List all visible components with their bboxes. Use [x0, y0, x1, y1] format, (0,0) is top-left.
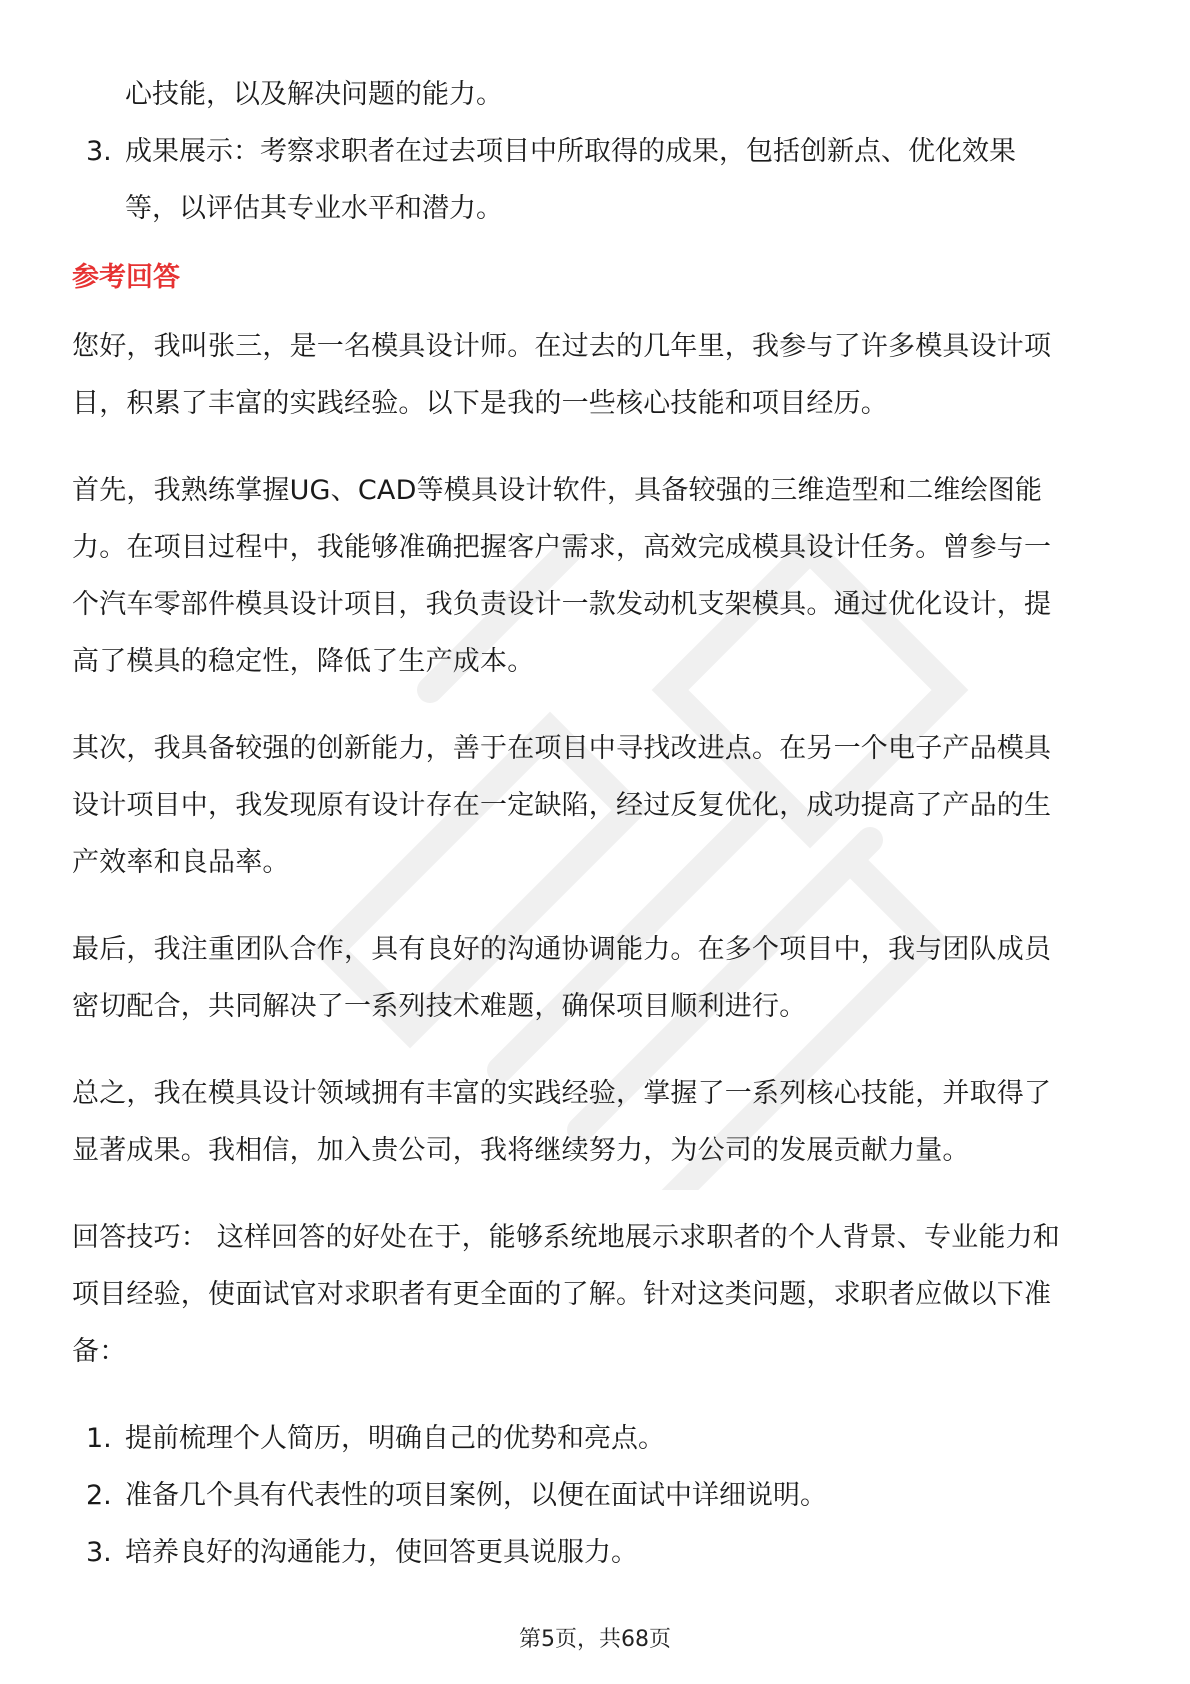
paragraph-2 — [72, 462, 1122, 690]
paragraph-line: 密切配合，共同解决了一系列技术难题，确保项目顺利进行。 — [72, 991, 807, 1022]
list-item-text: 培养良好的沟通能力，使回答更具说服力。 — [125, 1537, 638, 1568]
list-number: 2. — [86, 1480, 112, 1511]
paragraph-line: 产效率和良品率。 — [72, 847, 290, 878]
paragraph-6 — [72, 1209, 1122, 1380]
list-item-text: 成果展示：考察求职者在过去项目中所取得的成果，包括创新点、优化效果 — [125, 136, 1016, 167]
page-footer: 第5页，共68页 — [519, 1627, 671, 1652]
list-item-text: 准备几个具有代表性的项目案例，以便在面试中详细说明。 — [125, 1480, 827, 1511]
paragraph-1 — [72, 318, 1122, 432]
paragraph-line: 其次，我具备较强的创新能力，善于在项目中寻找改进点。在另一个电子产品模具 — [72, 733, 1052, 764]
list-number: 3. — [86, 1537, 112, 1568]
list-number: 1. — [86, 1423, 112, 1454]
paragraph-line: 显著成果。我相信，加入贵公司，我将继续努力，为公司的发展贡献力量。 — [72, 1135, 970, 1166]
paragraph-4 — [72, 921, 1122, 1035]
paragraph-line: 总之，我在模具设计领域拥有丰富的实践经验，掌握了一系列核心技能，并取得了 — [72, 1078, 1052, 1109]
section-heading: 参考回答 — [72, 262, 180, 293]
paragraph-3 — [72, 720, 1122, 891]
list-item — [72, 1524, 1122, 1581]
paragraph-line: 最后，我注重团队合作，具有良好的沟通协调能力。在多个项目中，我与团队成员 — [72, 934, 1052, 965]
paragraph-line: 项目经验，使面试官对求职者有更全面的了解。针对这类问题，求职者应做以下准 — [72, 1279, 1052, 1310]
paragraph-line: 高了模具的稳定性，降低了生产成本。 — [72, 646, 535, 677]
list-item-text: 提前梳理个人简历，明确自己的优势和亮点。 — [125, 1423, 665, 1454]
list-item — [72, 1410, 1122, 1467]
list-item — [72, 1467, 1122, 1524]
paragraph-line: 备： — [72, 1336, 127, 1367]
paragraph-5 — [72, 1065, 1122, 1179]
paragraph-line: 回答技巧： 这样回答的好处在于，能够系统地展示求职者的个人背景、专业能力和 — [72, 1222, 1060, 1253]
list-item-continuation: 等，以评估其专业水平和潜力。 — [125, 193, 503, 224]
paragraph-line: 您好，我叫张三，是一名模具设计师。在过去的几年里，我参与了许多模具设计项 — [72, 331, 1052, 362]
tips-list — [72, 1410, 1122, 1581]
evaluation-list — [72, 123, 1122, 180]
list-number: 3. — [86, 136, 112, 167]
paragraph-line: 首先，我熟练掌握UG、CAD等模具设计软件，具备较强的三维造型和二维绘图能 — [72, 475, 1043, 506]
paragraph-line: 设计项目中，我发现原有设计存在一定缺陷，经过反复优化，成功提高了产品的生 — [72, 790, 1052, 821]
document-body — [72, 66, 1122, 1581]
paragraph-line: 个汽车零部件模具设计项目，我负责设计一款发动机支架模具。通过优化设计，提 — [72, 589, 1052, 620]
intro-tail-line: 心技能，以及解决问题的能力。 — [125, 79, 503, 110]
paragraph-line: 力。在项目过程中，我能够准确把握客户需求，高效完成模具设计任务。曾参与一 — [72, 532, 1052, 563]
list-item — [72, 123, 1122, 180]
paragraph-line: 目，积累了丰富的实践经验。以下是我的一些核心技能和项目经历。 — [72, 388, 888, 419]
